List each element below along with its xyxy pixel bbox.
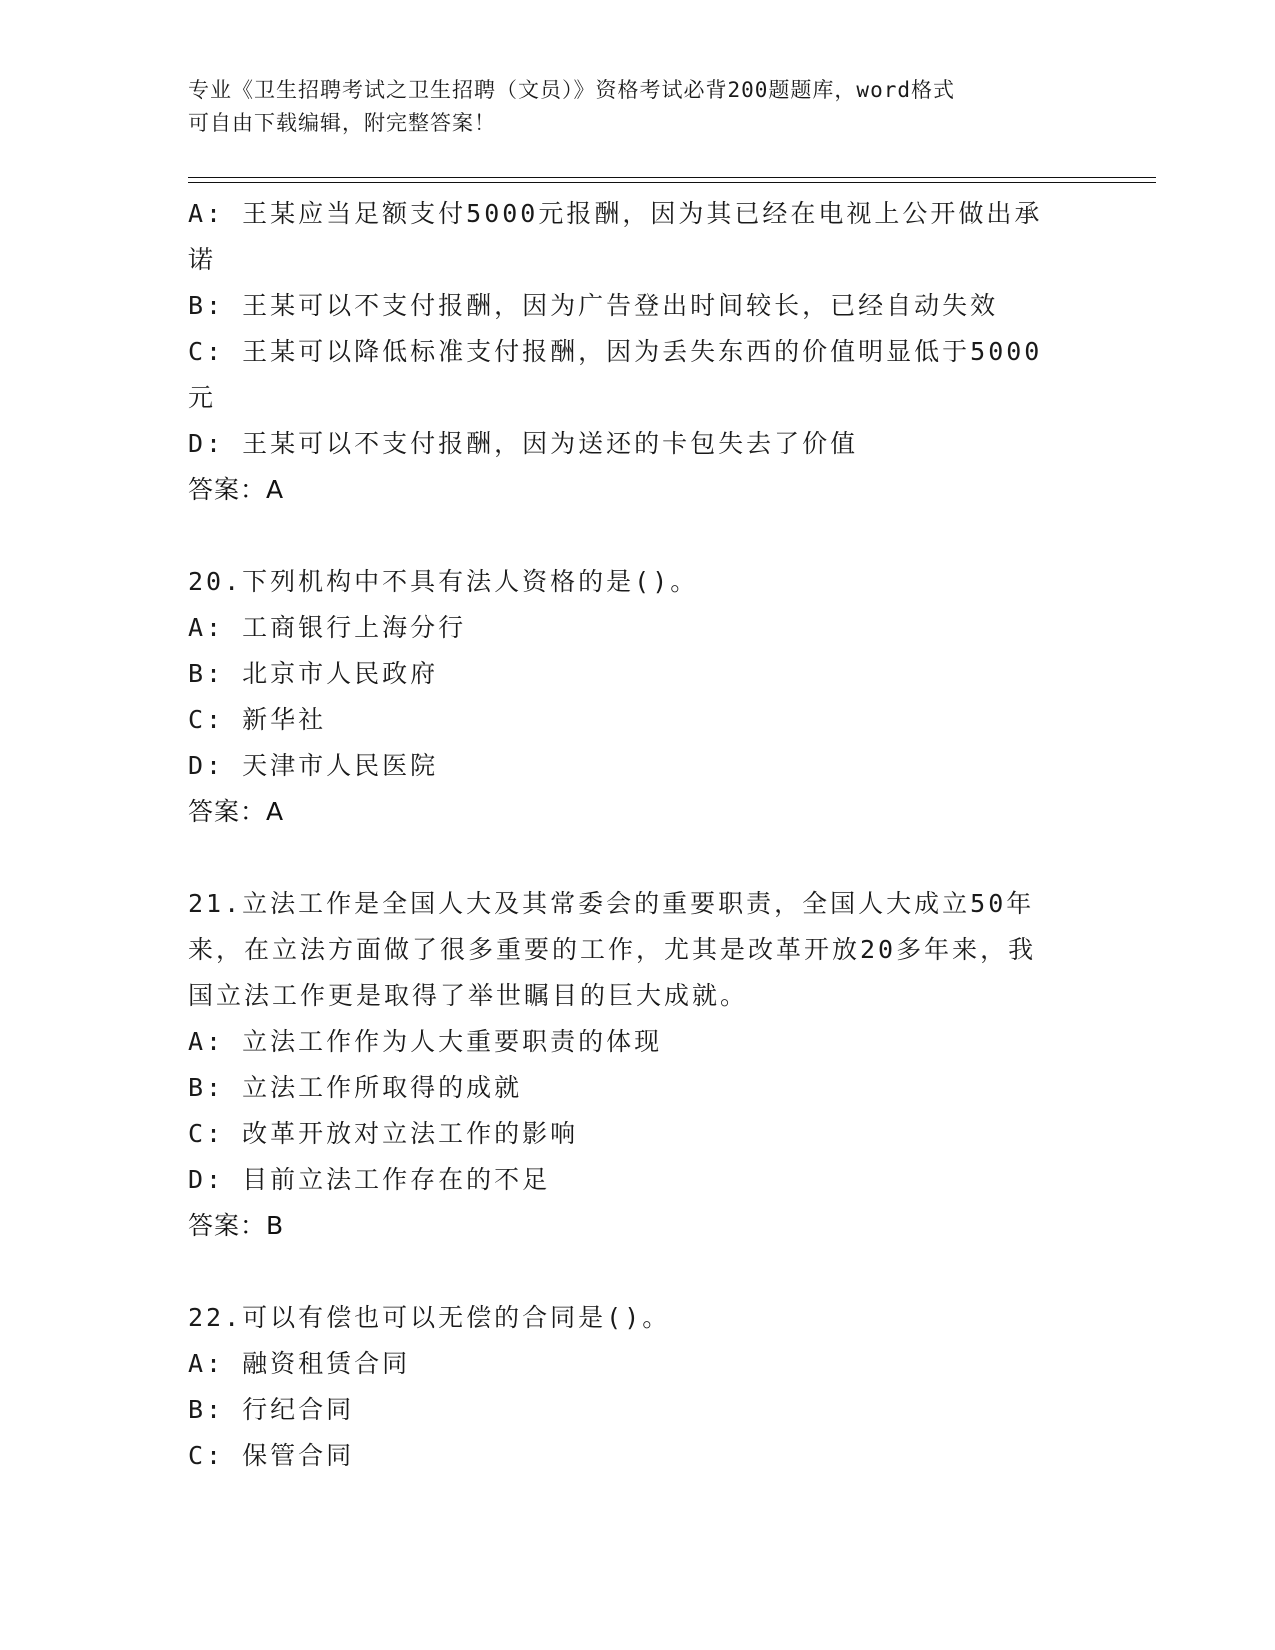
question-stem: 20.下列机构中不具有法人资格的是()。	[188, 567, 699, 596]
question-block-20	[188, 559, 1088, 835]
question-block-21	[188, 881, 1088, 1249]
option-c: C: 新华社	[188, 705, 327, 734]
option-a: A: 融资租赁合同	[188, 1349, 411, 1378]
question-stem-line-2: 来，在立法方面做了很多重要的工作，尤其是改革开放20多年来，我	[188, 935, 1037, 964]
answer-label: 答案：A	[188, 797, 285, 826]
option-c-line-2: 元	[188, 383, 217, 412]
answer-label: 答案：B	[188, 1211, 285, 1240]
option-c: C: 保管合同	[188, 1441, 355, 1470]
header-title-line-1: 专业《卫生招聘考试之卫生招聘（文员）》资格考试必背200题题库，word格式	[188, 78, 955, 102]
option-d: D: 王某可以不支付报酬，因为送还的卡包失去了价值	[188, 429, 859, 458]
spacer	[188, 513, 1088, 559]
option-d: D: 目前立法工作存在的不足	[188, 1165, 551, 1194]
option-a-line-1: A: 王某应当足额支付5000元报酬，因为其已经在电视上公开做出承	[188, 199, 1043, 228]
question-stem-line-1: 21.立法工作是全国人大及其常委会的重要职责，全国人大成立50年	[188, 889, 1035, 918]
option-c: C: 改革开放对立法工作的影响	[188, 1119, 579, 1148]
option-b: B: 立法工作所取得的成就	[188, 1073, 523, 1102]
header-divider-bottom	[188, 182, 1156, 183]
question-block-prev	[188, 191, 1088, 513]
option-b: B: 行纪合同	[188, 1395, 355, 1424]
option-b: B: 王某可以不支付报酬，因为广告登出时间较长，已经自动失效	[188, 291, 999, 320]
spacer	[188, 1249, 1088, 1295]
option-a: A: 立法工作作为人大重要职责的体现	[188, 1027, 663, 1056]
option-c-line-1: C: 王某可以降低标准支付报酬，因为丢失东西的价值明显低于5000	[188, 337, 1043, 366]
option-b: B: 北京市人民政府	[188, 659, 439, 688]
answer-label: 答案：A	[188, 475, 285, 504]
spacer	[188, 835, 1088, 881]
question-stem: 22.可以有偿也可以无偿的合同是()。	[188, 1303, 671, 1332]
option-a: A: 工商银行上海分行	[188, 613, 467, 642]
question-stem-line-3: 国立法工作更是取得了举世瞩目的巨大成就。	[188, 981, 749, 1010]
question-list	[188, 191, 1088, 1479]
question-block-22	[188, 1295, 1088, 1479]
option-d: D: 天津市人民医院	[188, 751, 439, 780]
document-header	[188, 74, 1088, 140]
header-divider-top	[188, 177, 1156, 178]
header-title-line-2: 可自由下载编辑，附完整答案！	[188, 111, 496, 135]
option-a-line-2: 诺	[188, 245, 217, 274]
